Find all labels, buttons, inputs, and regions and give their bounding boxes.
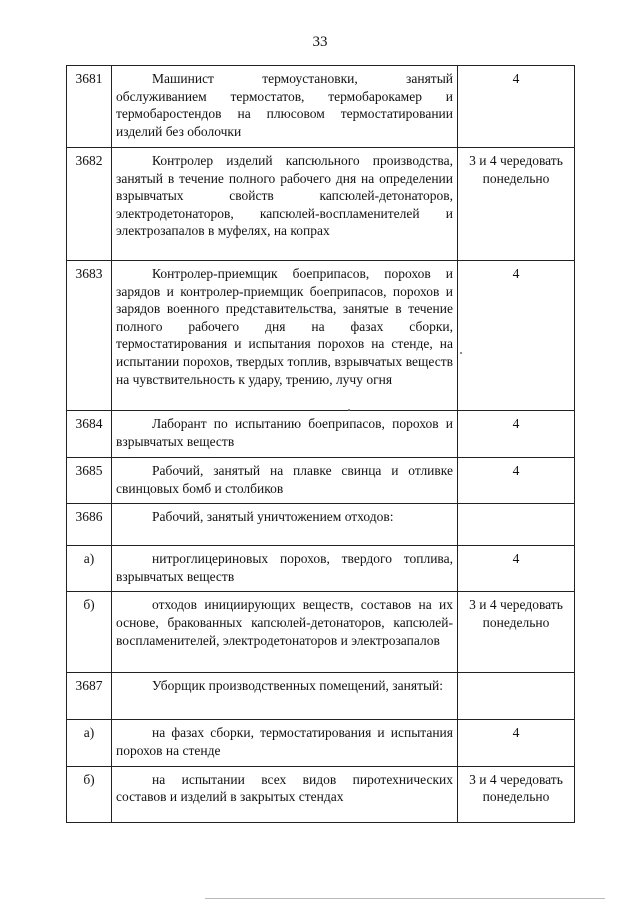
row-number: 3686 <box>67 504 112 546</box>
row-number: б) <box>67 592 112 673</box>
row-description <box>112 720 458 766</box>
table-row <box>67 720 575 766</box>
scan-speck <box>348 409 350 411</box>
row-value <box>458 504 575 546</box>
row-description-text: Лаборант по испытанию боеприпасов, порохов и взрывчатых веществ <box>116 416 453 449</box>
table-row <box>67 458 575 504</box>
row-description-text: нитроглицериновых порохов, твердого топлива, взрывчатых веществ <box>116 551 453 584</box>
table-row <box>67 673 575 720</box>
row-description-text: Рабочий, занятый на плавке свинца и отливке свинцовых бомб и столбиков <box>116 463 453 496</box>
row-description <box>112 504 458 546</box>
row-description-text: Контролер-приемщик боеприпасов, порохов и зарядов и контролер-приемщик боеприпасов, порохов и зарядов военного представительства, занятые в течение полного рабочего дня на фазах сборки, термостатирования и испытания порохов на стенде, на испытании порохов, твердых топлив, взрывчатых веществ на чувствительность к удару, трению, лучу огня <box>116 266 453 387</box>
row-description-text: Уборщик производственных помещений, занятый: <box>152 678 444 694</box>
row-description <box>112 458 458 504</box>
row-value: 4 <box>458 458 575 504</box>
row-value: 4 <box>458 261 575 411</box>
row-value: 4 <box>458 411 575 458</box>
document-table <box>66 65 575 823</box>
row-description-text: отходов инициирующих веществ, составов на их основе, бракованных капсюлей-детонаторов, капсюлей-воспламенителей, электродетонаторов и электрозапалов <box>116 597 453 648</box>
row-number: а) <box>67 720 112 766</box>
row-description-text: Контролер изделий капсюльного производства, занятый в течение полного рабочего дня на определении взрывчатых свойств капсюлей-детонаторов, электродетонаторов, капсюлей-воспламенителей и электрозапалов в муфелях, на копрах <box>116 153 453 239</box>
table-row <box>67 766 575 822</box>
row-description <box>112 411 458 458</box>
row-description <box>112 766 458 822</box>
row-number: 3685 <box>67 458 112 504</box>
scan-edge-line <box>205 898 605 899</box>
table-row <box>67 546 575 592</box>
row-value: 4 <box>458 720 575 766</box>
row-value: 3 и 4 чередовать понедельно <box>458 592 575 673</box>
row-description-text: Машинист термоустановки, занятый обслуживанием термостатов, термобарокамер и термобаростендов на плюсовом термостатировании изделий без оболочки <box>116 71 453 139</box>
row-number: б) <box>67 766 112 822</box>
row-description <box>112 261 458 411</box>
row-number: 3682 <box>67 148 112 261</box>
row-description <box>112 546 458 592</box>
row-number: а) <box>67 546 112 592</box>
row-value: 3 и 4 чередовать понедельно <box>458 148 575 261</box>
table-row <box>67 148 575 261</box>
row-description <box>112 673 458 720</box>
row-description-text: на фазах сборки, термостатирования и испытания порохов на стенде <box>116 725 453 758</box>
scan-speck <box>460 352 462 354</box>
page-number: 33 <box>312 34 328 50</box>
table-row <box>67 504 575 546</box>
row-description <box>112 592 458 673</box>
table-row <box>67 592 575 673</box>
row-value: 4 <box>458 66 575 148</box>
row-description-text: Рабочий, занятый уничтожением отходов: <box>152 509 394 525</box>
table-row <box>67 411 575 458</box>
row-description <box>112 148 458 261</box>
row-number: 3681 <box>67 66 112 148</box>
row-description <box>112 66 458 148</box>
row-value: 4 <box>458 546 575 592</box>
table-row <box>67 66 575 148</box>
row-description-text: на испытании всех видов пиротехнических составов и изделий в закрытых стендах <box>116 771 453 805</box>
row-number: 3683 <box>67 261 112 411</box>
row-number: 3687 <box>67 673 112 720</box>
row-value: 3 и 4 чередовать понедельно <box>458 766 575 822</box>
row-number: 3684 <box>67 411 112 458</box>
row-value <box>458 673 575 720</box>
table-row <box>67 261 575 411</box>
